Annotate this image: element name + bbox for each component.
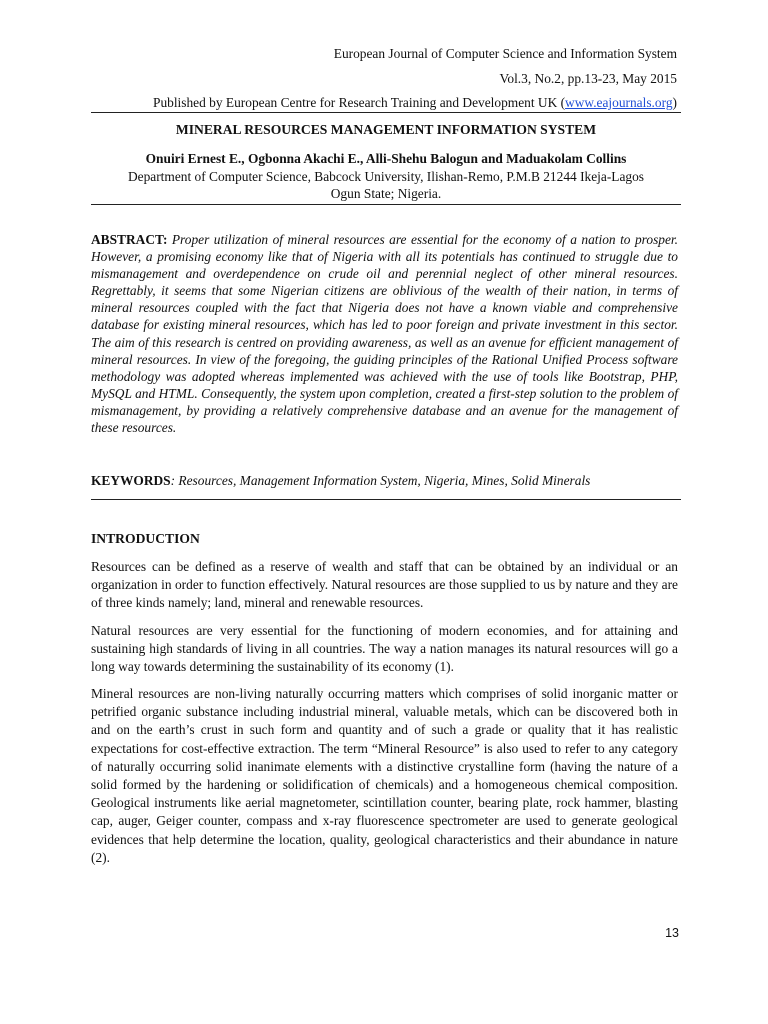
publisher-suffix: ) bbox=[672, 95, 677, 110]
author-list: Onuiri Ernest E., Ogbonna Akachi E., Alli-Shehu Balogun and Maduakolam Collins bbox=[145, 151, 627, 166]
header-divider bbox=[91, 112, 681, 113]
keywords-block bbox=[91, 472, 681, 489]
journal-name: European Journal of Computer Science and Information System bbox=[333, 46, 677, 61]
intro-paragraph-2: Natural resources are very essential for the functioning of modern economies, and for attaining and sustaining high standards of living in all countries. The way a nation manages its natural resources will go a long way towards determining the sustainability of its economy (1). bbox=[91, 623, 678, 675]
affiliation-divider bbox=[91, 204, 681, 205]
intro-paragraph-3: Mineral resources are non-living naturally occurring matters which comprises of solid inorganic matter or petrified organic substance including industrial mineral, valuable metals, which can be discovered both in and on the earth’s crust in such form and quantity and of such a grade or quality that it has realistic expectations for cost-effective extraction. The term “Mineral Resource” is also used to refer to any category of naturally occurring solid inanimate elements with a distinctive crystalline form (having the nature of a solid formed by the hardening or solidification of chemicals) and a homogeneous chemical composition. Geological instruments like aerial magnetometer, scintillation counter, bearing plate, rock hammer, blasting cap, auger, Geiger counter, compass and x-ray fluorescence spectrometer are used to generate geological evidences that help determine the location, quality, geological characteristics and their abundance in nature (2). bbox=[91, 686, 678, 865]
paper-title: MINERAL RESOURCES MANAGEMENT INFORMATION SYSTEM bbox=[175, 122, 597, 137]
abstract-block bbox=[91, 231, 678, 436]
intro-paragraph-1: Resources can be defined as a reserve of wealth and staff that can be obtained by an individual or an organization in order to function effectively. Natural resources are those supplied to us by nature and they are of three kinds namely; land, mineral and renewable resources. bbox=[91, 559, 678, 611]
abstract-text: Proper utilization of mineral resources are essential for the economy of a nation to prosper. However, a promising economy like that of Nigeria with all its potentials has continued to struggle due to mismanagement and overdependence on crude oil and perennial neglect of other mineral resources. Regrettably, it seems that some Nigerian citizens are oblivious of the wealth of their nation, in terms of mineral resources coupled with the fact that Nigeria does not have a known viable and comprehensive database for existing mineral resources, which has led to poor foreign and private investment in this sector. The aim of this research is centred on providing awareness, as well as an avenue for efficient management of mineral resources. In view of the foregoing, the guiding principles of the Rational Unified Process software methodology was adopted whereas implemented was achieved with the use of tools like Bootstrap, PHP, MySQL and HTML. Consequently, the system upon completion, created a first-step solution to the problem of mismanagement, by providing a relatively comprehensive database and an avenue for the management of these resources. bbox=[91, 232, 678, 436]
affiliation-line-1: Department of Computer Science, Babcock University, Ilishan-Remo, P.M.B 21244 Ikeja-Lagos bbox=[127, 169, 645, 184]
introduction-heading: INTRODUCTION bbox=[91, 531, 200, 546]
keywords-text: : Resources, Management Information System, Nigeria, Mines, Solid Minerals bbox=[170, 473, 591, 488]
affiliation-line-2: Ogun State; Nigeria. bbox=[330, 186, 442, 201]
page-number: 13 bbox=[665, 926, 679, 940]
keywords-divider bbox=[91, 499, 681, 500]
publisher-link[interactable]: www.eajournals.org bbox=[565, 95, 673, 110]
keywords-label: KEYWORDS bbox=[91, 473, 171, 488]
abstract-label: ABSTRACT bbox=[91, 232, 163, 247]
publisher-prefix: Published by European Centre for Research Training and Development UK ( bbox=[153, 95, 566, 110]
volume-info: Vol.3, No.2, pp.13-23, May 2015 bbox=[499, 71, 677, 86]
publisher-line bbox=[153, 95, 677, 111]
abstract-separator: : bbox=[162, 232, 172, 247]
